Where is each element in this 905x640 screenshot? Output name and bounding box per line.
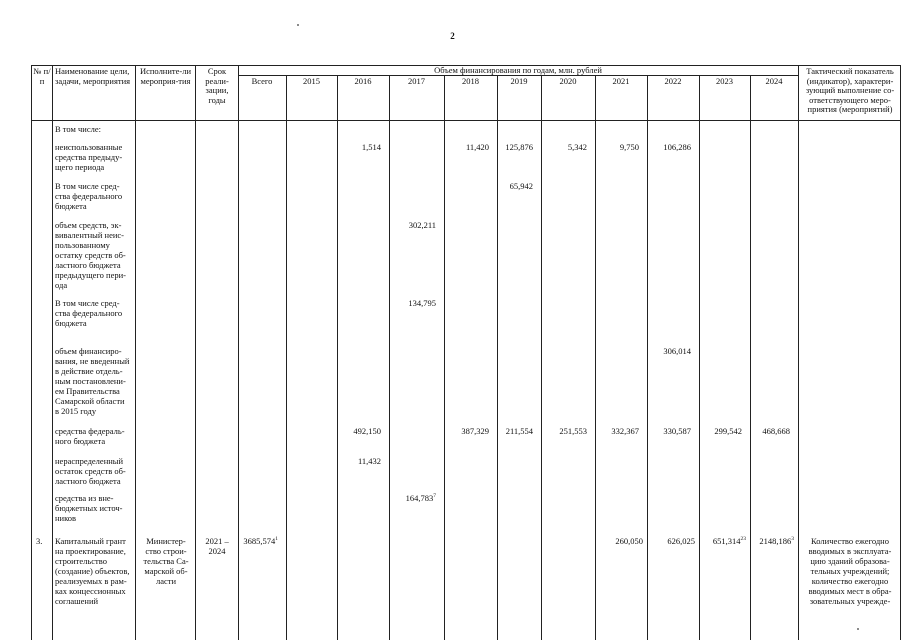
header-year-2022: 2022 [664, 76, 682, 86]
item3-total: 3685,574$^1$ [243, 536, 278, 546]
cell-2019: 211,554 [505, 426, 533, 436]
cell-2024: 468,668 [762, 426, 790, 436]
cell-2016: 1,514 [361, 142, 381, 152]
row-label-line: неиспользованные [55, 142, 123, 152]
row-label-line: предыдущего пери- [55, 270, 126, 280]
row-label [55, 298, 135, 328]
item3-indicator-line: вводимых мест в обра- [808, 586, 892, 596]
item3-executor-line: ство строи- [145, 546, 187, 556]
header-year-2023: 2023 [716, 76, 733, 86]
item3-indicator-line: количество ежегодно [811, 576, 889, 586]
row-label-line: ем Правительства [55, 386, 120, 396]
row-label-line: вания, не введенный [55, 356, 130, 366]
cell-2016: 492,150 [353, 426, 381, 436]
cell-2022: 106,286 [663, 142, 691, 152]
header-term: Срок реали-зации, годы [205, 66, 229, 105]
cell-2017: 302,211 [408, 220, 436, 230]
row-label-line: объем финансиро- [55, 346, 122, 356]
footnote-mark: 23 [740, 536, 746, 543]
item3-executor-line: Министер- [146, 536, 186, 546]
row-label-line: остатку средств об- [55, 250, 126, 260]
cell-2019: 65,942 [509, 181, 533, 191]
cell-2023: 299,542 [714, 426, 742, 436]
row-label-line: бюджета [55, 201, 87, 211]
cell-2022: 330,587 [663, 426, 691, 436]
header-total: Всего [251, 76, 273, 86]
item3-label-line: строительство [55, 556, 107, 566]
row-label-line: Самарской области [55, 396, 125, 406]
row-label-line: ода [55, 280, 68, 290]
col-divider-2015 [337, 75, 338, 640]
col-divider-total [286, 75, 287, 640]
item3-executor-line: ласти [155, 576, 177, 586]
item3-term-line: 2024 [208, 546, 226, 556]
row-label-line: объем средств, эк- [55, 220, 122, 230]
item3-label [55, 536, 135, 606]
header-year-2020: 2020 [559, 76, 577, 86]
row-label-line: В том числе сред- [55, 298, 120, 308]
header-year-2024: 2024 [765, 76, 783, 86]
col-divider-2022 [699, 75, 700, 640]
header-indicator: Тактический показатель (индикатор), характери-зующий выполнение со-ответствующего меро-приятия (мероприятий) [805, 66, 895, 114]
header-bottom-line [31, 120, 901, 121]
row-label-line: в действие отдель- [55, 366, 123, 376]
row-label [55, 346, 135, 416]
item3-label-line: на проектирование, [55, 546, 126, 556]
item3-indicator-line: цию зданий образова- [810, 556, 890, 566]
header-year-2017: 2017 [408, 76, 425, 86]
cell-2017: 164,783$^7$ [405, 493, 436, 503]
item3-executor-line: тельства Са- [143, 556, 189, 566]
col-divider-term [238, 65, 239, 640]
header-year-2015: 2015 [303, 76, 320, 86]
row-label-line: щего периода [55, 162, 105, 172]
header-num: № п/п [33, 66, 51, 86]
cell-2017: 134,795 [408, 298, 436, 308]
row-label [55, 181, 135, 211]
item3-indicator-line: зовательных учрежде- [809, 596, 891, 606]
row-label-line: В том числе: [55, 124, 101, 134]
row-label-line: ства федерального [55, 191, 123, 201]
item3-executor-line: марской об- [144, 566, 188, 576]
col-divider-2020 [595, 75, 596, 640]
col-divider-num [52, 65, 53, 640]
item3-indicator-line: Количество ежегодно [811, 536, 889, 546]
row-label-line: ства федерального [55, 308, 123, 318]
row-label-line: В том числе сред- [55, 181, 120, 191]
item3-indicator [800, 536, 900, 606]
item3-num: 3. [36, 536, 43, 546]
col-divider-2016 [389, 75, 390, 640]
row-label-line: ластного бюджета [55, 476, 121, 486]
item3-cell-2021: 260,050 [615, 536, 643, 546]
item3-label-line: ках концессионных [55, 586, 126, 596]
item3-executor [137, 536, 195, 586]
row-label-line: средства федераль- [55, 426, 125, 436]
header-year-2018: 2018 [462, 76, 479, 86]
cell-2020: 251,553 [559, 426, 587, 436]
item3-cell-2023: 651,314$^{23}$ [712, 536, 746, 546]
item3-label-line: (создание) объектов, [55, 566, 130, 576]
scan-speck [297, 24, 299, 26]
row-label-line: в 2015 году [55, 406, 97, 416]
cell-2022: 306,014 [663, 346, 691, 356]
header-year-2019: 2019 [510, 76, 528, 86]
row-label-line: ластного бюджета [55, 260, 121, 270]
footnote-mark: 7 [433, 493, 436, 500]
cell-2021: 9,750 [619, 142, 639, 152]
row-label [55, 124, 135, 134]
row-label-line: средства предыду- [55, 152, 123, 162]
item3-indicator-line: тельных учреждений; [810, 566, 890, 576]
item3-label-line: реализуемых в рам- [55, 576, 127, 586]
row-label-line: ников [55, 513, 77, 523]
cell-2018: 11,420 [465, 142, 489, 152]
col-divider-2023 [750, 75, 751, 640]
header-year-2016: 2016 [354, 76, 372, 86]
row-label-line: средства из вне- [55, 493, 114, 503]
row-label-line: остаток средств об- [55, 466, 126, 476]
cell-2020: 5,342 [567, 142, 587, 152]
row-label [55, 142, 135, 172]
item3-term-line: 2021 – [205, 536, 229, 546]
item3-cell-2022: 626,025 [667, 536, 695, 546]
cell-2021: 332,367 [611, 426, 639, 436]
row-label [55, 220, 135, 290]
col-divider-2024 [798, 65, 799, 640]
footnote-mark: 3 [791, 536, 794, 543]
col-divider-2018 [497, 75, 498, 640]
scan-speck [857, 628, 859, 630]
item3-label-line: Капитальный грант [55, 536, 126, 546]
col-divider-2021 [647, 75, 648, 640]
row-label-line: нераспределенный [55, 456, 124, 466]
cell-2019: 125,876 [505, 142, 533, 152]
item3-label-line: соглашений [55, 596, 99, 606]
col-divider-2017 [444, 75, 445, 640]
cell-2018: 387,329 [461, 426, 489, 436]
item3-indicator-line: вводимых в эксплуата- [808, 546, 892, 556]
row-label-line: бюджетных источ- [55, 503, 123, 513]
page-number: 2 [450, 31, 455, 41]
col-divider-2019 [541, 75, 542, 640]
row-label-line: вивалентный неис- [55, 230, 124, 240]
header-financing: Объем финансирования по годам, млн. рублей [434, 65, 602, 75]
row-label [55, 456, 135, 486]
row-label-line: бюджета [55, 318, 87, 328]
item3-cell-2024: 2148,186$^3$ [759, 536, 794, 546]
cell-2016: 11,432 [357, 456, 381, 466]
item3-term [196, 536, 238, 556]
header-year-2021: 2021 [612, 76, 630, 86]
row-label [55, 426, 135, 446]
col-divider-name [135, 65, 136, 640]
header-name: Наименование цели, задачи, мероприятия [55, 66, 131, 86]
row-label-line: ным постановлени- [55, 376, 126, 386]
row-label [55, 493, 135, 523]
row-label-line: ного бюджета [55, 436, 106, 446]
item3-total-footnote: 1 [275, 536, 278, 543]
row-label-line: пользованному [55, 240, 110, 250]
header-executor: Исполните-ли мероприя-тия [139, 66, 192, 86]
